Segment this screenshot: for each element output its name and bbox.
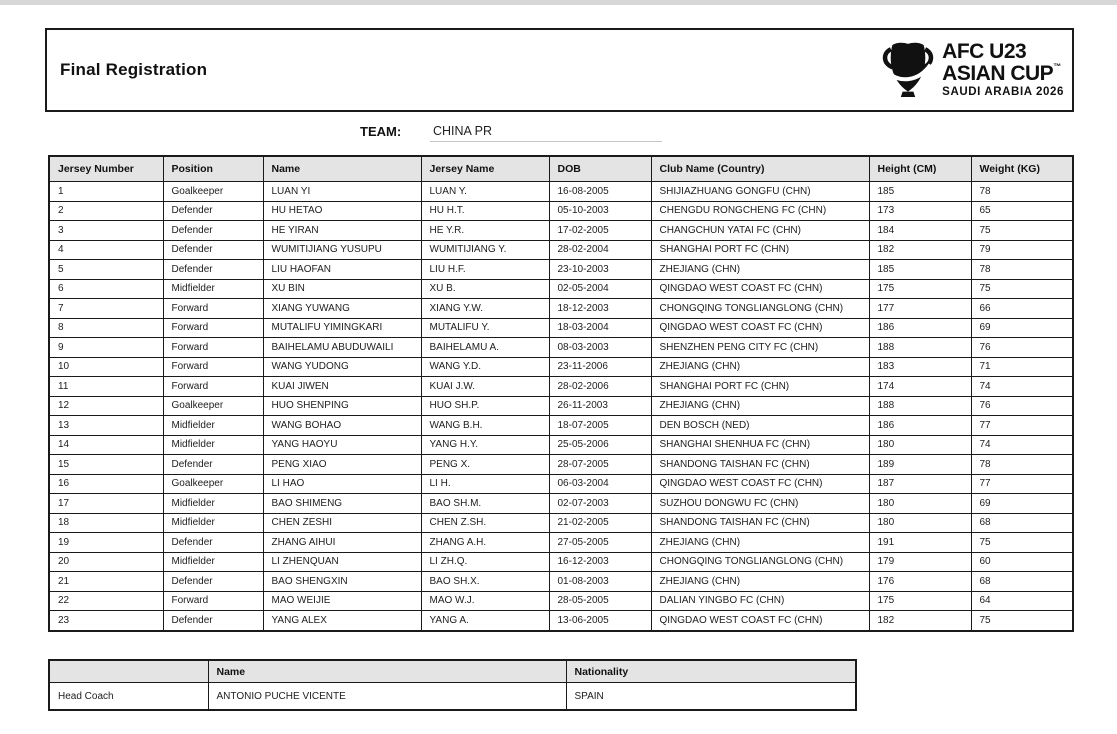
cell: 76 xyxy=(971,396,1073,416)
player-row xyxy=(49,338,1073,358)
column-header: Club Name (Country) xyxy=(651,156,869,182)
column-header: DOB xyxy=(549,156,651,182)
cell: WUMITIJIANG Y. xyxy=(421,240,549,260)
cell: 3 xyxy=(49,221,163,241)
cell: 180 xyxy=(869,435,971,455)
cell: 75 xyxy=(971,611,1073,631)
cell: 28-07-2005 xyxy=(549,455,651,475)
cell: SHANGHAI PORT FC (CHN) xyxy=(651,377,869,397)
cell: 174 xyxy=(869,377,971,397)
cell: 18 xyxy=(49,513,163,533)
player-row xyxy=(49,260,1073,280)
cell: Defender xyxy=(163,533,263,553)
player-row xyxy=(49,494,1073,514)
cell: 179 xyxy=(869,552,971,572)
cell: 188 xyxy=(869,396,971,416)
cell: 182 xyxy=(869,240,971,260)
cell: Forward xyxy=(163,318,263,338)
cell: 68 xyxy=(971,513,1073,533)
cell: 4 xyxy=(49,240,163,260)
cell: WANG YUDONG xyxy=(263,357,421,377)
cell: 78 xyxy=(971,260,1073,280)
cell: MUTALIFU Y. xyxy=(421,318,549,338)
cell: 20 xyxy=(49,552,163,572)
cell: Forward xyxy=(163,299,263,319)
cell: 15 xyxy=(49,455,163,475)
cell: 13 xyxy=(49,416,163,436)
cell: BAO SH.M. xyxy=(421,494,549,514)
cell: 28-02-2004 xyxy=(549,240,651,260)
cell: ANTONIO PUCHE VICENTE xyxy=(208,683,566,711)
header-box xyxy=(45,28,1074,112)
cell: KUAI J.W. xyxy=(421,377,549,397)
cell: KUAI JIWEN xyxy=(263,377,421,397)
player-row xyxy=(49,513,1073,533)
cell: 180 xyxy=(869,494,971,514)
cell: SUZHOU DONGWU FC (CHN) xyxy=(651,494,869,514)
player-row xyxy=(49,318,1073,338)
cell: 16-08-2005 xyxy=(549,182,651,202)
cell: 18-07-2005 xyxy=(549,416,651,436)
cell: BAIHELAMU A. xyxy=(421,338,549,358)
cell: 23 xyxy=(49,611,163,631)
cell: 28-05-2005 xyxy=(549,591,651,611)
cell: 66 xyxy=(971,299,1073,319)
official-row xyxy=(49,683,856,711)
cell: WUMITIJIANG YUSUPU xyxy=(263,240,421,260)
team-value: CHINA PR xyxy=(433,124,493,138)
cell: 75 xyxy=(971,221,1073,241)
player-row xyxy=(49,416,1073,436)
cell: 74 xyxy=(971,435,1073,455)
cell: 08-03-2003 xyxy=(549,338,651,358)
cell: XU BIN xyxy=(263,279,421,299)
cell: Midfielder xyxy=(163,416,263,436)
cell: QINGDAO WEST COAST FC (CHN) xyxy=(651,611,869,631)
player-row xyxy=(49,435,1073,455)
cell: 71 xyxy=(971,357,1073,377)
cell: LIU H.F. xyxy=(421,260,549,280)
cell: Forward xyxy=(163,377,263,397)
cell: 186 xyxy=(869,318,971,338)
cell: 185 xyxy=(869,182,971,202)
cell: WANG Y.D. xyxy=(421,357,549,377)
cell: HUO SHENPING xyxy=(263,396,421,416)
cell: BAO SH.X. xyxy=(421,572,549,592)
cell: ZHEJIANG (CHN) xyxy=(651,572,869,592)
cell: 13-06-2005 xyxy=(549,611,651,631)
cell: 69 xyxy=(971,318,1073,338)
cell: QINGDAO WEST COAST FC (CHN) xyxy=(651,318,869,338)
column-header: Jersey Number xyxy=(49,156,163,182)
cell: 188 xyxy=(869,338,971,358)
cell: CHONGQING TONGLIANGLONG (CHN) xyxy=(651,552,869,572)
column-header: Position xyxy=(163,156,263,182)
cell: 10 xyxy=(49,357,163,377)
cell: 77 xyxy=(971,474,1073,494)
cell: SHANGHAI SHENHUA FC (CHN) xyxy=(651,435,869,455)
cell: YANG HAOYU xyxy=(263,435,421,455)
cell: Defender xyxy=(163,240,263,260)
cell: Midfielder xyxy=(163,279,263,299)
cell: MUTALIFU YIMINGKARI xyxy=(263,318,421,338)
cell: 16 xyxy=(49,474,163,494)
cell: MAO WEIJIE xyxy=(263,591,421,611)
players-table xyxy=(48,155,1074,632)
window-top-edge xyxy=(0,0,1117,5)
cell: HU H.T. xyxy=(421,201,549,221)
player-row xyxy=(49,552,1073,572)
cell: XIANG YUWANG xyxy=(263,299,421,319)
logo-line-2 xyxy=(942,63,1064,84)
cell: Forward xyxy=(163,591,263,611)
cell: 18-03-2004 xyxy=(549,318,651,338)
cell: YANG A. xyxy=(421,611,549,631)
cell: 23-10-2003 xyxy=(549,260,651,280)
cell: CHANGCHUN YATAI FC (CHN) xyxy=(651,221,869,241)
player-row xyxy=(49,474,1073,494)
cell: 177 xyxy=(869,299,971,319)
cell: 78 xyxy=(971,182,1073,202)
column-header: Weight (KG) xyxy=(971,156,1073,182)
cell: BAO SHENGXIN xyxy=(263,572,421,592)
cell: LI ZH.Q. xyxy=(421,552,549,572)
cell: 11 xyxy=(49,377,163,397)
player-row xyxy=(49,533,1073,553)
cell: YANG ALEX xyxy=(263,611,421,631)
player-row xyxy=(49,611,1073,631)
trademark-symbol: ™ xyxy=(1053,62,1061,72)
cell: Midfielder xyxy=(163,513,263,533)
player-row xyxy=(49,455,1073,475)
player-row xyxy=(49,299,1073,319)
cell: HUO SH.P. xyxy=(421,396,549,416)
players-header-row xyxy=(49,156,1073,182)
cell: 182 xyxy=(869,611,971,631)
officials-table xyxy=(48,659,857,711)
cell: Defender xyxy=(163,201,263,221)
cell: BAO SHIMENG xyxy=(263,494,421,514)
cell: Goalkeeper xyxy=(163,474,263,494)
cell: WANG B.H. xyxy=(421,416,549,436)
cell: ZHANG A.H. xyxy=(421,533,549,553)
cell: LUAN Y. xyxy=(421,182,549,202)
cell: MAO W.J. xyxy=(421,591,549,611)
cell: CHENGDU RONGCHENG FC (CHN) xyxy=(651,201,869,221)
cell: ZHEJIANG (CHN) xyxy=(651,260,869,280)
cell: 175 xyxy=(869,591,971,611)
column-header: Name xyxy=(208,660,566,683)
cell: HE YIRAN xyxy=(263,221,421,241)
officials-header-row xyxy=(49,660,856,683)
cell: 68 xyxy=(971,572,1073,592)
cell: 79 xyxy=(971,240,1073,260)
cell: 28-02-2006 xyxy=(549,377,651,397)
cell: 75 xyxy=(971,533,1073,553)
cell: QINGDAO WEST COAST FC (CHN) xyxy=(651,279,869,299)
cell: 186 xyxy=(869,416,971,436)
cell: 17-02-2005 xyxy=(549,221,651,241)
cell: 22 xyxy=(49,591,163,611)
column-header: Nationality xyxy=(566,660,856,683)
cell: 9 xyxy=(49,338,163,358)
cell: 17 xyxy=(49,494,163,514)
cell: Defender xyxy=(163,260,263,280)
cell: LUAN YI xyxy=(263,182,421,202)
cell: SHENZHEN PENG CITY FC (CHN) xyxy=(651,338,869,358)
team-underline xyxy=(430,141,662,142)
cell: Midfielder xyxy=(163,494,263,514)
cell: PENG XIAO xyxy=(263,455,421,475)
logo-line-3: SAUDI ARABIA 2026 xyxy=(942,86,1064,99)
cell: 74 xyxy=(971,377,1073,397)
cell: SHANDONG TAISHAN FC (CHN) xyxy=(651,455,869,475)
cell: 12 xyxy=(49,396,163,416)
cell: 78 xyxy=(971,455,1073,475)
cell: 77 xyxy=(971,416,1073,436)
cell: CHEN ZESHI xyxy=(263,513,421,533)
cell: DEN BOSCH (NED) xyxy=(651,416,869,436)
cell: 26-11-2003 xyxy=(549,396,651,416)
cell: Defender xyxy=(163,455,263,475)
cell: 173 xyxy=(869,201,971,221)
player-row xyxy=(49,357,1073,377)
cell: 180 xyxy=(869,513,971,533)
cell: CHONGQING TONGLIANGLONG (CHN) xyxy=(651,299,869,319)
cell: 69 xyxy=(971,494,1073,514)
cell: 76 xyxy=(971,338,1073,358)
cell: 14 xyxy=(49,435,163,455)
player-row xyxy=(49,572,1073,592)
cell: 27-05-2005 xyxy=(549,533,651,553)
cell: WANG BOHAO xyxy=(263,416,421,436)
cell: 25-05-2006 xyxy=(549,435,651,455)
cell: 18-12-2003 xyxy=(549,299,651,319)
player-row xyxy=(49,221,1073,241)
cell: DALIAN YINGBO FC (CHN) xyxy=(651,591,869,611)
cell: LI ZHENQUAN xyxy=(263,552,421,572)
cell: Goalkeeper xyxy=(163,182,263,202)
cell: 19 xyxy=(49,533,163,553)
cell: SPAIN xyxy=(566,683,856,711)
column-header: Height (CM) xyxy=(869,156,971,182)
cell: Goalkeeper xyxy=(163,396,263,416)
afc-trophy-icon xyxy=(881,39,935,101)
page-title: Final Registration xyxy=(60,60,208,79)
cell: 5 xyxy=(49,260,163,280)
cell: 02-07-2003 xyxy=(549,494,651,514)
player-row xyxy=(49,182,1073,202)
cell: HU HETAO xyxy=(263,201,421,221)
player-row xyxy=(49,279,1073,299)
cell: 185 xyxy=(869,260,971,280)
cell: QINGDAO WEST COAST FC (CHN) xyxy=(651,474,869,494)
cell: HE Y.R. xyxy=(421,221,549,241)
cell: BAIHELAMU ABUDUWAILI xyxy=(263,338,421,358)
cell: Defender xyxy=(163,572,263,592)
cell: 60 xyxy=(971,552,1073,572)
cell: LI H. xyxy=(421,474,549,494)
cell: Forward xyxy=(163,357,263,377)
cell: 187 xyxy=(869,474,971,494)
column-header xyxy=(49,660,208,683)
cell: SHIJIAZHUANG GONGFU (CHN) xyxy=(651,182,869,202)
cell: YANG H.Y. xyxy=(421,435,549,455)
player-row xyxy=(49,240,1073,260)
afc-u23-asian-cup-logo xyxy=(881,38,1064,102)
cell: LI HAO xyxy=(263,474,421,494)
cell: 64 xyxy=(971,591,1073,611)
cell: ZHEJIANG (CHN) xyxy=(651,396,869,416)
column-header: Jersey Name xyxy=(421,156,549,182)
cell: 8 xyxy=(49,318,163,338)
cell: ZHEJIANG (CHN) xyxy=(651,357,869,377)
cell: 184 xyxy=(869,221,971,241)
cell: XU B. xyxy=(421,279,549,299)
cell: 1 xyxy=(49,182,163,202)
cell: 175 xyxy=(869,279,971,299)
cell: CHEN Z.SH. xyxy=(421,513,549,533)
team-label: TEAM: xyxy=(360,124,402,139)
cell: Midfielder xyxy=(163,552,263,572)
cell: 16-12-2003 xyxy=(549,552,651,572)
cell: 191 xyxy=(869,533,971,553)
cell: LIU HAOFAN xyxy=(263,260,421,280)
cell: 21-02-2005 xyxy=(549,513,651,533)
cell: 189 xyxy=(869,455,971,475)
cell: 23-11-2006 xyxy=(549,357,651,377)
logo-line-2-text: ASIAN CUP xyxy=(942,62,1054,86)
cell: 176 xyxy=(869,572,971,592)
cell: Defender xyxy=(163,221,263,241)
player-row xyxy=(49,201,1073,221)
cell: 21 xyxy=(49,572,163,592)
cell: PENG X. xyxy=(421,455,549,475)
cell: 06-03-2004 xyxy=(549,474,651,494)
cell: Head Coach xyxy=(49,683,208,711)
column-header: Name xyxy=(263,156,421,182)
cell: 6 xyxy=(49,279,163,299)
cell: ZHEJIANG (CHN) xyxy=(651,533,869,553)
cell: 2 xyxy=(49,201,163,221)
cell: 05-10-2003 xyxy=(549,201,651,221)
cell: Forward xyxy=(163,338,263,358)
team-field xyxy=(0,122,1117,144)
logo-line-1: AFC U23 xyxy=(942,40,1027,64)
cell: Defender xyxy=(163,611,263,631)
cell: 183 xyxy=(869,357,971,377)
player-row xyxy=(49,377,1073,397)
player-row xyxy=(49,591,1073,611)
cell: SHANDONG TAISHAN FC (CHN) xyxy=(651,513,869,533)
logo-text xyxy=(942,41,1064,99)
cell: 75 xyxy=(971,279,1073,299)
cell: SHANGHAI PORT FC (CHN) xyxy=(651,240,869,260)
cell: 01-08-2003 xyxy=(549,572,651,592)
cell: 02-05-2004 xyxy=(549,279,651,299)
player-row xyxy=(49,396,1073,416)
cell: XIANG Y.W. xyxy=(421,299,549,319)
cell: Midfielder xyxy=(163,435,263,455)
cell: 65 xyxy=(971,201,1073,221)
cell: ZHANG AIHUI xyxy=(263,533,421,553)
cell: 7 xyxy=(49,299,163,319)
